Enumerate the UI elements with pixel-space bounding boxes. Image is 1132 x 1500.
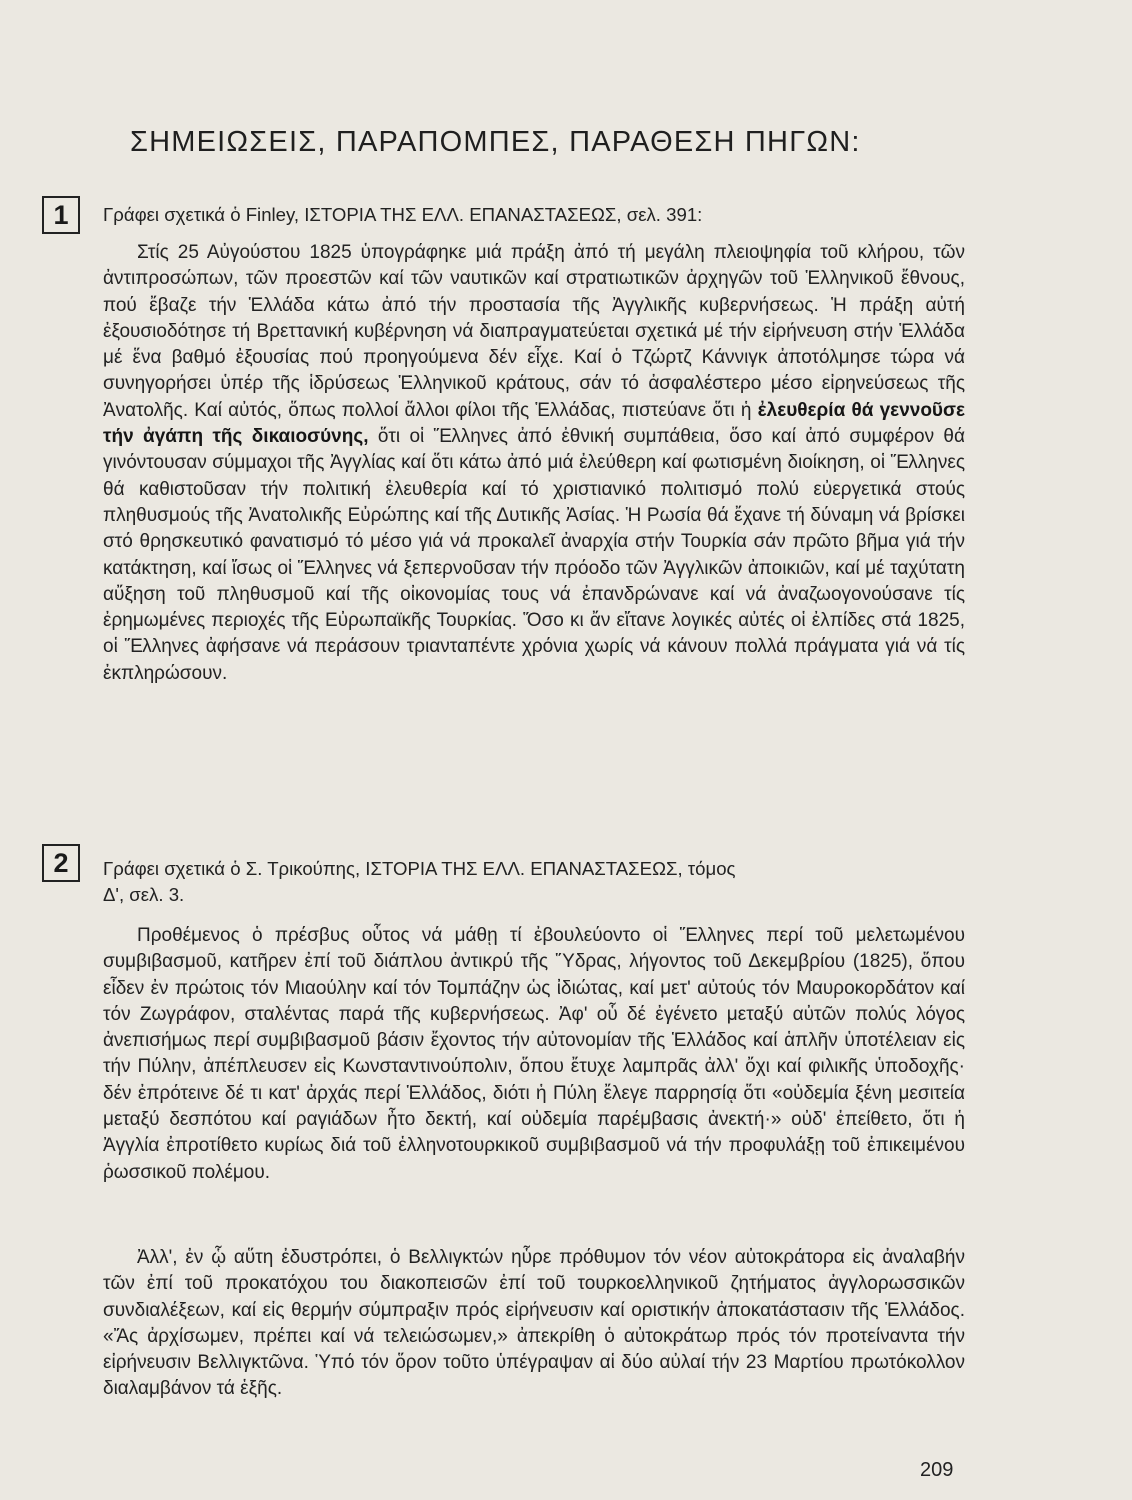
note-1-number-box: 1: [42, 196, 80, 234]
note-2-source-line1: Γράφει σχετικά ὁ Σ. Τρικούπης, ΙΣΤΟΡΙΑ ΤΗΣ ΕΛΛ. ΕΠΑΝΑΣΤΑΣΕΩΣ, τόμος: [103, 858, 736, 879]
note-1-quote: [103, 240, 965, 687]
page-title: ΣΗΜΕΙΩΣΕΙΣ, ΠΑΡΑΠΟΜΠΕΣ, ΠΑΡΑΘΕΣΗ ΠΗΓΩΝ:: [130, 126, 861, 158]
note-1-quote-part-b: ὅτι οἱ Ἕλληνες ἀπό ἐθνική συμπάθεια, ὅσο καί ἀπό συμφέρον θά γινόντουσαν σύμμαχοι τῆς Ἀγγλίας καί ὅτι κάτω ἀπό μιά ἐλεύθερη καί φωτισμένη διοίκηση, οἱ Ἕλληνες θά καθιστοῦσαν τήν πολιτική ἐλευθερία καί τό χριστιανικό πολιτισμό πολύ εὐεργετικά στούς πληθυσμούς τῆς Ἀνατολικῆς Εὐρώπης καί τῆς Δυτικῆς Ἀσίας. Ἡ Ρωσία θά ἔχανε τή δύναμη νά βρίσκει στό θρησκευτικό φανατισμό τό μέσο γιά νά προκαλεῖ ἀναρχία στήν Τουρκία σάν πρῶτο βῆμα γιά τήν κατάκτηση, καί ἴσως οἱ Ἕλληνες νά ξεπερνοῦσαν τήν πρόοδο τῶν Ἀγγλικῶν ἀποικιῶν, καί μέ ταχύτατη αὔξηση τοῦ πληθυσμοῦ καί τῆς οἰκονομίας τους νά ἐπανδρώνανε καί νά ἀναζωογονούσανε τίς ἐρημωμένες περιοχές τῆς Εὐρωπαϊκῆς Τουρκίας. Ὅσο κι ἄν εἴτανε λογικές αὐτές οἱ ἐλπίδες στά 1825, οἱ Ἕλληνες ἀφήσανε νά περάσουν τριανταπέντε χρόνια χωρίς νά κάνουν πολλά πράγματα γιά νά τίς ἐκπληρώσουν.: [103, 426, 965, 684]
note-1-quote-part-a: Στίς 25 Αὐγούστου 1825 ὑπογράφηκε μιά πράξη ἀπό τή μεγάλη πλειοψηφία τοῦ κλήρου, τῶν ἀντιπροσώπων, τῶν προεστῶν καί τῶν ναυτικῶν καί στρατιωτικῶν ἀρχηγῶν τοῦ Ἑλληνικοῦ ἔθνους, πού ἔβαζε τήν Ἑλλάδα κάτω ἀπό τήν προστασία τῆς Ἀγγλικῆς κυβερνήσεως. Ἡ πράξη αὐτή ἐξουσιοδότησε τή Βρεττανική κυβέρνηση νά διαπραγματεύεται σχετικά μέ τήν εἰρήνευση στήν Ἑλλάδα μέ ἕνα βαθμό ἐξουσίας πού προηγούμενα δέν εἶχε. Καί ὁ Τζώρτζ Κάννιγκ ἀποτόλμησε τώρα νά συνηγορήσει ὑπέρ τῆς ἱδρύσεως Ἑλληνικοῦ κράτους, σάν τό ἀσφαλέστερο μέσο εἰρηνεύσεως τῆς Ἀνατολῆς. Καί αὐτός, ὅπως πολλοί ἄλλοι φίλοι τῆς Ἑλλάδας, πιστεύανε ὅτι ἡ: [103, 242, 965, 421]
note-2-quote-paragraph-2: Ἀλλ', ἐν ᾧ αὕτη ἐδυστρόπει, ὁ Βελλιγκτών ηὗρε πρόθυμον τόν νέον αὐτοκράτορα εἰς ἀναλαβήν τῶν ἐπί τοῦ προκατόχου του διακοπεισῶν ἐπί τοῦ τουρκοελληνικοῦ ζητήματος ἀγγλορωσσικῶν συνδιαλέξεων, καί εἰς θερμήν σύμπραξιν πρός εἰρήνευσιν καί οριστικήν ἀποκατάστασιν τῆς Ἑλλάδος. «Ἄς ἀρχίσωμεν, πρέπει καί νά τελειώσωμεν,» ἀπεκρίθη ὁ αὐτοκράτωρ πρός τόν προτείναντα τήν εἰρήνευσιν Βελλιγκτῶνα. Ὑπό τόν ὅρον τοῦτο ὑπέγραψαν αἱ δύο αὐλαί τήν 23 Μαρτίου πρωτόκολλον διαλαμβάνον τά ἑξῆς.: [103, 1247, 965, 1400]
page-number: 209: [920, 1459, 954, 1481]
note-2-quote-paragraph-1: Προθέμενος ὁ πρέσβυς οὗτος νά μάθῃ τί ἐβουλεύοντο οἱ Ἕλληνες περί τοῦ μελετωμένου συμβιβασμοῦ, κατῆρεν ἐπί τοῦ διάπλου ἀντικρύ τῆς Ὕδρας, λήγοντος τοῦ Δεκεμβρίου (1825), ὅπου εἶδεν ἐν πρώτοις τόν Μιαούλην καί τόν Τομπάζην ὡς ἰδιώτας, καί μετ' αὐτούς τόν Μαυροκορδάτον καί τόν Ζωγράφον, σταλέντας παρά τῆς κυβερνήσεως. Ἀφ' οὗ δέ ἐγένετο μεταξύ αὐτῶν πολύς λόγος ἀνεπισήμως περί συμβιβασμοῦ βάσιν ἔχοντος τήν αὐτονομίαν τῆς Ἑλλάδος καί ἁπλῆν ὑποτέλειαν εἰς τήν Πύλην, ἀπέπλευσεν εἰς Κωνσταντινούπολιν, ὅπου ἔτυχε λαμπρᾶς ἀλλ' ὄχι καί φιλικῆς ὑποδοχῆς· δέν ἐπρότεινε δέ τι κατ' ἀρχάς περί Ἑλλάδος, διότι ἡ Πύλη ἔλεγε παρρησίᾳ ὅτι «οὐδεμία ξένη μεσιτεία μεταξύ δεσπότου καί ραγιάδων ἦτο δεκτή, καί οὐδεμία παρέμβασις ἀνεκτή·» οὐδ' ἐπείθετο, ὅτι ἡ Ἀγγλία ἐπροτίθετο κυρίως διά τοῦ ἑλληνοτουρκικοῦ συμβιβασμοῦ νά τήν προφυλάξῃ τοῦ ἐπικειμένου ῥωσσικοῦ πολέμου.: [103, 925, 965, 1183]
note-2-source: [103, 856, 973, 908]
note-1-quote-bold: ἐλευθερία θά γεννοῦσε τήν ἀγάπη τῆς δικαιοσύνης,: [103, 399, 966, 448]
note-1-source: Γράφει σχετικά ὁ Finley, ΙΣΤΟΡΙΑ ΤΗΣ ΕΛΛ. ΕΠΑΝΑΣΤΑΣΕΩΣ, σελ. 391:: [103, 204, 703, 225]
note-2-number-box: 2: [42, 844, 80, 882]
note-2-source-line2: Δ', σελ. 3.: [103, 884, 185, 905]
